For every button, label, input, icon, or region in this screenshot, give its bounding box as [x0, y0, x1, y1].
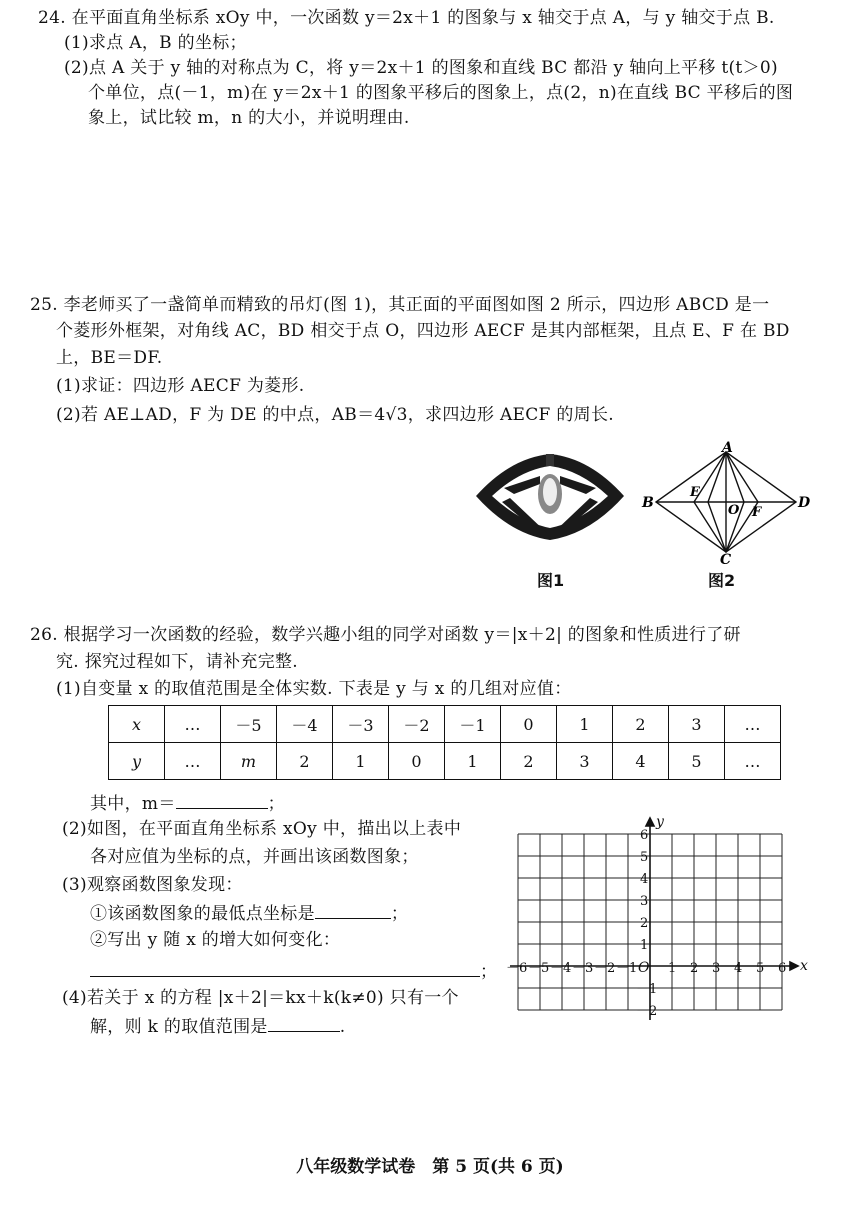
k-range-label: 解，则 k 的取值范围是	[90, 1017, 268, 1037]
q24-line-4: 个单位，点(－1，m)在 y＝2x＋1 的图象平移后的图象上，点(2，n)在直线 BC 平移后的图	[88, 83, 794, 103]
table-cell: 2	[613, 706, 669, 743]
table-cell: －2	[389, 706, 445, 743]
y-axis-label: y	[656, 814, 664, 830]
coordinate-grid[interactable]	[500, 790, 820, 1020]
y-tick-label: 1	[640, 938, 649, 953]
q25-part-2: (2)若 AE⊥AD，F 为 DE 的中点，AB＝4√3，求四边形 AECF 的周长.	[56, 405, 614, 425]
q26-line-1: 26. 根据学习一次函数的经验，数学兴趣小组的同学对函数 y＝|x＋2| 的图象和性质进行了研	[30, 625, 741, 645]
table-cell: m	[221, 743, 277, 780]
trend-answer-blank[interactable]	[90, 958, 480, 977]
table-cell: y	[109, 743, 165, 780]
y-tick-label: 3	[640, 894, 649, 909]
table-cell: 4	[613, 743, 669, 780]
table-cell: …	[725, 706, 781, 743]
x-tick-label: －3	[572, 961, 594, 976]
table-cell: －3	[333, 706, 389, 743]
q25-line-1: 25. 李老师买了一盏简单而精致的吊灯(图 1)，其正面的平面图如图 2 所示，四边形 ABCD 是一	[30, 295, 770, 315]
lowest-point-label: ①该函数图象的最低点坐标是	[90, 904, 315, 924]
k-range-line	[90, 1013, 345, 1039]
q25-part-1: (1)求证：四边形 AECF 为菱形.	[56, 376, 305, 396]
chandelier-figure	[470, 448, 630, 548]
trend-answer-line	[90, 958, 497, 984]
value-table	[108, 705, 781, 780]
y-tick-label: －1	[636, 982, 658, 997]
page-footer: 八年级数学试卷 第 5 页(共 6 页)	[296, 1157, 564, 1177]
q26-part-1: (1)自变量 x 的取值范围是全体实数. 下表是 y 与 x 的几组对应值：	[56, 679, 572, 699]
table-row-x	[109, 706, 781, 743]
x-tick-label: 6	[778, 961, 787, 976]
table-cell: …	[165, 706, 221, 743]
k-range-blank[interactable]	[268, 1013, 340, 1032]
table-cell: 3	[557, 743, 613, 780]
y-tick-label: 2	[640, 916, 649, 931]
table-cell: 2	[277, 743, 333, 780]
m-prefix: 其中，m＝	[90, 794, 176, 814]
y-axis-arrow	[646, 818, 654, 826]
m-answer-line	[90, 790, 285, 816]
fig2-caption: 图2	[708, 571, 736, 590]
x-tick-label: 3	[712, 961, 721, 976]
y-tick-label: 5	[640, 850, 649, 865]
table-cell: 1	[557, 706, 613, 743]
m-answer-blank[interactable]	[176, 790, 268, 809]
q26-part-2b: 各对应值为坐标的点，并画出该函数图象；	[90, 847, 419, 867]
label-A: A	[722, 440, 733, 456]
rhombus-figure	[636, 440, 816, 564]
origin-label: O	[638, 960, 650, 976]
y-tick-label: －2	[636, 1004, 658, 1019]
lowest-point-suffix: ；	[390, 904, 409, 924]
q26-part-4a: (4)若关于 x 的方程 |x＋2|＝kx＋k(k≠0) 只有一个	[62, 988, 459, 1008]
table-cell: …	[165, 743, 221, 780]
q25-line-2: 个菱形外框架，对角线 AC，BD 相交于点 O，四边形 AECF 是其内部框架，且点 E、F 在 BD	[56, 321, 790, 341]
table-row-y	[109, 743, 781, 780]
fig1-caption: 图1	[537, 571, 565, 590]
label-E: E	[690, 485, 700, 500]
label-F: F	[752, 505, 762, 520]
trend-suffix: ；	[480, 962, 498, 982]
table-cell: －4	[277, 706, 333, 743]
q24-line-1: 24. 在平面直角坐标系 xOy 中，一次函数 y＝2x＋1 的图象与 x 轴交于点 A，与 y 轴交于点 B.	[38, 8, 775, 28]
m-suffix: ；	[267, 794, 285, 814]
x-tick-label: 1	[668, 961, 677, 976]
table-cell: 5	[669, 743, 725, 780]
y-tick-label: 4	[640, 872, 649, 887]
label-O: O	[728, 503, 740, 518]
q24-part-2: (2)点 A 关于 y 轴的对称点为 C，将 y＝2x＋1 的图象和直线 BC 都沿 y 轴向上平移 t(t＞0)	[64, 58, 778, 78]
table-cell: 0	[389, 743, 445, 780]
x-axis-arrow	[790, 962, 798, 970]
table-cell: －5	[221, 706, 277, 743]
y-tick-label: 6	[640, 828, 649, 843]
table-cell: x	[109, 706, 165, 743]
label-B: B	[642, 495, 654, 511]
label-D: D	[798, 495, 811, 511]
x-tick-label: －6	[506, 961, 528, 976]
table-cell: 3	[669, 706, 725, 743]
x-tick-label: －1	[616, 961, 638, 976]
q26-line-2: 究. 探究过程如下，请补充完整.	[56, 652, 299, 672]
table-cell: 2	[501, 743, 557, 780]
lowest-point-blank[interactable]	[315, 900, 391, 919]
q26-part-3: (3)观察函数图象发现：	[62, 875, 243, 895]
table-cell: …	[725, 743, 781, 780]
x-tick-label: －4	[550, 961, 572, 976]
x-tick-label: 4	[734, 961, 743, 976]
q24-part-1: (1)求点 A，B 的坐标；	[64, 33, 247, 53]
table-cell: －1	[445, 706, 501, 743]
k-range-suffix: .	[339, 1017, 346, 1037]
label-C: C	[720, 552, 732, 564]
trend-question: ②写出 y 随 x 的增大如何变化：	[90, 930, 341, 950]
x-axis-label: x	[800, 958, 808, 974]
x-tick-label: 2	[690, 961, 699, 976]
table-cell: 1	[445, 743, 501, 780]
lowest-point-line	[90, 900, 408, 926]
x-tick-label: 5	[756, 961, 765, 976]
q25-line-3: 上，BE＝DF.	[56, 348, 163, 368]
x-tick-label: －2	[594, 961, 616, 976]
table-cell: 1	[333, 743, 389, 780]
x-tick-label: －5	[528, 961, 550, 976]
table-cell: 0	[501, 706, 557, 743]
q24-line-5: 象上，试比较 m，n 的大小，并说明理由.	[88, 108, 410, 128]
q26-part-2a: (2)如图，在平面直角坐标系 xOy 中，描出以上表中	[62, 819, 462, 839]
